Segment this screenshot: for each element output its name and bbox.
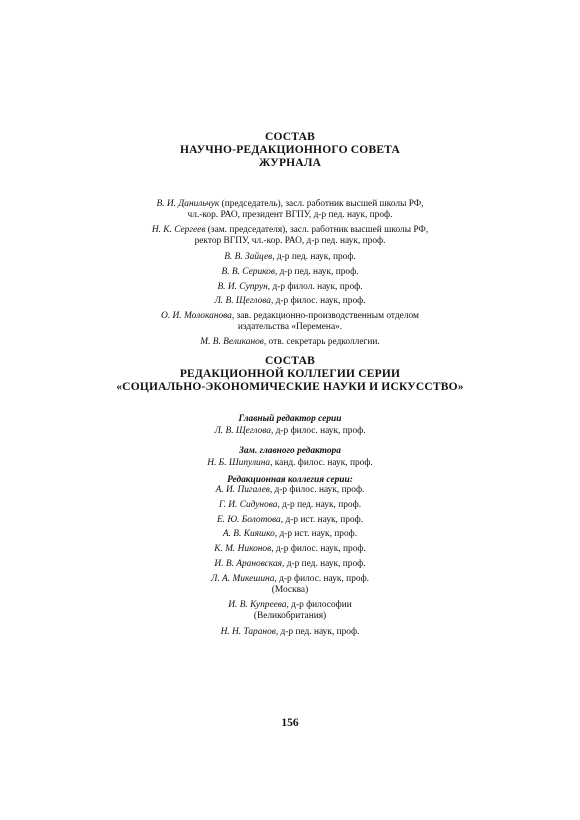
board-member	[0, 574, 580, 596]
deputy-editor	[0, 458, 580, 469]
member-details: , д-р филос. наук, проф.	[270, 296, 366, 306]
page-number: 156	[281, 717, 299, 729]
council-heading-line: ЖУРНАЛА	[258, 157, 322, 169]
council-member	[0, 337, 580, 348]
council-heading-line: НАУЧНО-РЕДАКЦИОННОГО СОВЕТА	[179, 144, 400, 156]
member-details: чл.-кор. РАО, президент ВГПУ, д-р пед. наук, проф.	[187, 210, 393, 220]
chief-editor-role: Главный редактор серии	[238, 414, 342, 424]
council-member	[0, 296, 580, 307]
board-members-role: Редакционная коллегия серии:	[227, 475, 353, 485]
member-name: В. И. Данильчук	[156, 199, 220, 209]
chief-editor	[0, 426, 580, 437]
member-name: Н. К. Сергеев	[151, 225, 206, 235]
deputy-editor-role: Зам. главного редактора	[239, 446, 341, 456]
member-name: Е. Ю. Болотова	[216, 515, 281, 525]
board-member	[0, 627, 580, 638]
member-name: К. М. Никонов	[214, 544, 272, 554]
member-details: , д-р философии	[286, 600, 352, 610]
member-details: (зам. председателя), засл. работник высшей школы РФ,	[205, 225, 429, 235]
council-member	[0, 282, 580, 293]
board-heading-line: СОСТАВ	[265, 355, 315, 367]
council-member	[0, 252, 580, 263]
member-name: Л. В. Щеглова	[214, 426, 271, 436]
member-details: , д-р филос. наук, проф.	[271, 544, 366, 554]
member-name: И. В. Арановская	[214, 559, 283, 569]
board-member	[0, 559, 580, 570]
board-heading-line: РЕДАКЦИОННОЙ КОЛЛЕГИИ СЕРИИ	[179, 368, 401, 380]
member-details: , д-р пед. наук, проф.	[282, 559, 366, 569]
member-name: В. И. Супрун	[217, 282, 268, 292]
council-member	[0, 267, 580, 278]
member-name: Г. И. Сидунова	[218, 500, 278, 510]
council-heading-line: СОСТАВ	[265, 131, 315, 143]
member-details: , д-р пед. наук, проф.	[275, 627, 360, 637]
board-member	[0, 529, 580, 540]
board-member	[0, 485, 580, 496]
member-details: , зав. редакционно-производственным отделом	[231, 311, 419, 321]
member-name: А. И. Пигалев	[215, 485, 270, 495]
member-name: И. В. Купреева	[228, 600, 287, 610]
member-details: , отв. секретарь редколлегии.	[263, 337, 380, 347]
member-details: , д-р пед. наук, проф.	[274, 267, 359, 277]
board-member	[0, 600, 580, 622]
member-details: (председатель), засл. работник высшей школы РФ,	[219, 199, 424, 209]
member-name: О. И. Молоканова	[161, 311, 232, 321]
member-location: (Москва)	[271, 585, 309, 595]
member-location: (Великобритания)	[253, 611, 327, 621]
member-details: , д-р ист. наук, проф.	[274, 529, 358, 539]
member-name: Н. Н. Таранов	[220, 627, 276, 637]
member-details: , д-р филос. наук, проф.	[269, 485, 365, 495]
member-name: В. В. Зайцев	[224, 252, 273, 262]
council-heading	[0, 131, 580, 170]
board-member	[0, 544, 580, 555]
member-name: В. В. Сериков	[221, 267, 275, 277]
board-heading	[0, 355, 580, 394]
member-details: , д-р филос. наук, проф.	[274, 574, 369, 584]
member-name: Л. А. Микешина	[211, 574, 275, 584]
member-name: А. В. Кияшко	[222, 529, 275, 539]
member-details: , д-р пед. наук, проф.	[277, 500, 362, 510]
member-details: , канд. филос. наук, проф.	[270, 458, 373, 468]
board-heading-line: «СОЦИАЛЬНО-ЭКОНОМИЧЕСКИЕ НАУКИ И ИСКУССТВО»	[116, 381, 464, 393]
council-member	[0, 199, 580, 221]
member-details: , д-р филос. наук, проф.	[270, 426, 366, 436]
council-member	[0, 225, 580, 247]
member-name: Л. В. Щеглова	[214, 296, 271, 306]
member-details: ректор ВГПУ, чл.-кор. РАО, д-р пед. наук, проф.	[194, 236, 386, 246]
council-member	[0, 311, 580, 333]
member-details: , д-р филол. наук, проф.	[267, 282, 363, 292]
member-name: М. В. Великанов	[200, 337, 264, 347]
member-name: Н. Б. Шипулина	[207, 458, 271, 468]
member-details: издательства «Перемена».	[237, 322, 343, 332]
member-details: , д-р пед. наук, проф.	[272, 252, 356, 262]
member-details: , д-р ист. наук, проф.	[280, 515, 364, 525]
board-member	[0, 500, 580, 511]
board-member	[0, 515, 580, 526]
